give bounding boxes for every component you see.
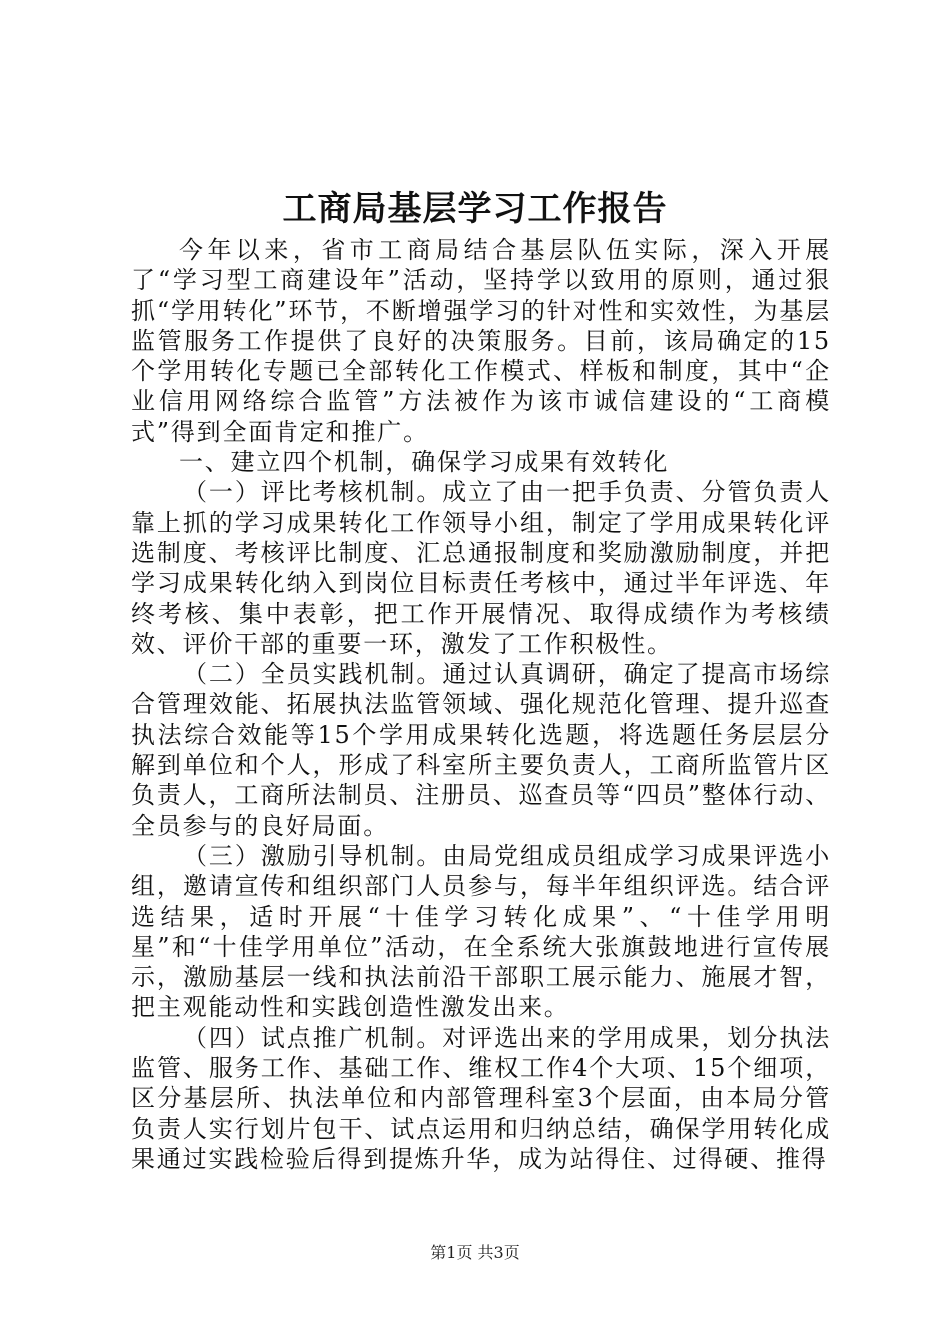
document-title: 工商局基层学习工作报告: [282, 189, 668, 229]
paragraph-evaluation-mechanism: （一）评比考核机制。成立了由一把手负责、分管负责人靠上抓的学习成果转化工作领导小组，制定了学用成果转化评选制度、考核评比制度、汇总通报制度和奖励激励制度，并把学习成果转化纳入到岗位目标责任考核中，通过半年评选、年终考核、集中表彰，把工作开展情况、取得成绩作为考核绩效、评价干部的重要一环，激发了工作积极性。: [131, 478, 831, 658]
page-footer: 第1页 共3页: [430, 1243, 520, 1262]
paragraph-pilot-mechanism: （四）试点推广机制。对评选出来的学用成果，划分执法监管、服务工作、基础工作、维权工作4个大项、15个细项，区分基层所、执法单位和内部管理科室3个层面，由本局分管负责人实行划片包干、试点运用和归纳总结，确保学用转化成果通过实践检验后得到提炼升华，成为站得住、过得硬、推得: [131, 1023, 831, 1173]
intro-paragraph: 今年以来，省市工商局结合基层队伍实际，深入开展了“学习型工商建设年”活动，坚持学以致用的原则，通过狠抓“学用转化”环节，不断增强学习的针对性和实效性，为基层监管服务工作提供了良好的决策服务。目前，该局确定的15个学用转化专题已全部转化工作模式、样板和制度，其中“企业信用网络综合监管”方法被作为该市诚信建设的“工商模式”得到全面肯定和推广。: [131, 236, 831, 446]
paragraph-incentive-mechanism: （三）激励引导机制。由局党组成员组成学习成果评选小组，邀请宣传和组织部门人员参与，每半年组织评选。结合评选结果，适时开展“十佳学习转化成果”、“十佳学用明星”和“十佳学用单位”活动，在全系统大张旗鼓地进行宣传展示，激励基层一线和执法前沿干部职工展示能力、施展才智，把主观能动性和实践创造性激发出来。: [131, 841, 831, 1022]
document-body: [131, 235, 831, 1174]
paragraph-practice-mechanism: （二）全员实践机制。通过认真调研，确定了提高市场综合管理效能、拓展执法监管领域、强化规范化管理、提升巡查执法综合效能等15个学用成果转化选题，将选题任务层层分解到单位和个人，形成了科室所主要负责人，工商所监管片区负责人，工商所法制员、注册员、巡查员等“四员”整体行动、全员参与的良好局面。: [131, 660, 831, 840]
section-heading: 一、建立四个机制，确保学习成果有效转化: [179, 448, 670, 477]
